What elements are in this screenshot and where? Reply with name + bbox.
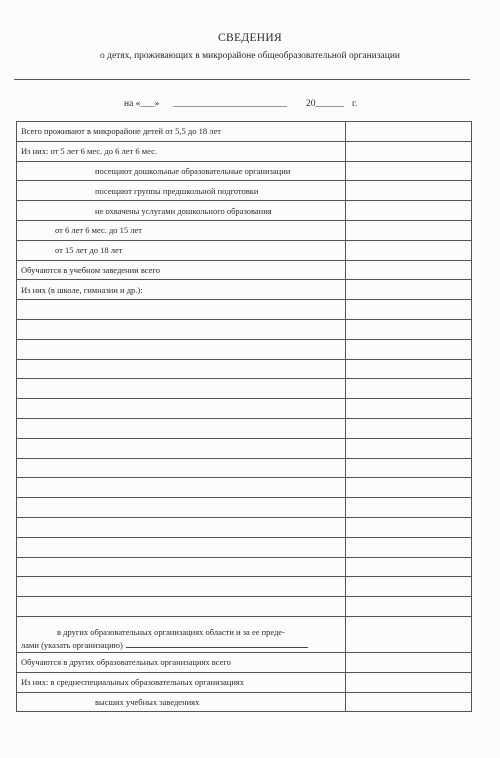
row-value-cell[interactable] bbox=[346, 280, 472, 300]
row-label-line1: в других образовательных организациях области и за ее преде- bbox=[57, 626, 286, 637]
row-value-cell[interactable] bbox=[346, 478, 472, 498]
organization-name-line[interactable] bbox=[14, 79, 470, 80]
row-label bbox=[17, 418, 346, 438]
document-title: СВЕДЕНИЯ bbox=[218, 32, 282, 44]
table-row bbox=[17, 122, 472, 142]
table-row bbox=[17, 438, 472, 458]
row-label bbox=[17, 379, 346, 399]
row-label bbox=[17, 359, 346, 379]
table-row bbox=[17, 399, 472, 419]
table-row bbox=[17, 359, 472, 379]
row-label: не охвачены услугами дошкольного образования bbox=[17, 201, 346, 221]
row-value-cell[interactable] bbox=[346, 517, 472, 537]
row-label bbox=[17, 597, 346, 617]
row-label bbox=[17, 537, 346, 557]
table-row bbox=[17, 478, 472, 498]
row-label bbox=[17, 339, 346, 359]
table-row bbox=[17, 161, 472, 181]
table-row bbox=[17, 319, 472, 339]
row-label-two-line bbox=[17, 616, 346, 652]
row-label bbox=[17, 458, 346, 478]
table-row bbox=[17, 652, 472, 672]
row-label: Из них: от 5 лет 6 мес. до 6 лет 6 мес. bbox=[17, 141, 346, 161]
row-label-line2 bbox=[21, 639, 345, 652]
table-row bbox=[17, 418, 472, 438]
table-row bbox=[17, 672, 472, 692]
row-label bbox=[17, 498, 346, 518]
table-row bbox=[17, 141, 472, 161]
row-value-cell[interactable] bbox=[346, 458, 472, 478]
row-value-cell[interactable] bbox=[346, 399, 472, 419]
date-month-field[interactable]: ________________________ bbox=[173, 99, 287, 109]
row-value-cell[interactable] bbox=[346, 672, 472, 692]
date-suffix: г. bbox=[352, 99, 358, 109]
row-value-cell[interactable] bbox=[346, 181, 472, 201]
row-value-cell[interactable] bbox=[346, 498, 472, 518]
row-label bbox=[17, 319, 346, 339]
table-row bbox=[17, 557, 472, 577]
row-value-cell[interactable] bbox=[346, 260, 472, 280]
row-value-cell[interactable] bbox=[346, 319, 472, 339]
row-value-cell[interactable] bbox=[346, 359, 472, 379]
row-value-cell[interactable] bbox=[346, 161, 472, 181]
row-value-cell[interactable] bbox=[346, 141, 472, 161]
row-label: Обучаются в других образовательных организациях всего bbox=[17, 652, 346, 672]
table-row bbox=[17, 300, 472, 320]
date-day-field[interactable]: на «___» bbox=[124, 99, 160, 109]
document-subtitle: о детях, проживающих в микрорайоне общеобразовательной организации bbox=[100, 51, 400, 61]
row-label: Обучаются в учебном заведении всего bbox=[17, 260, 346, 280]
row-value-cell[interactable] bbox=[346, 240, 472, 260]
row-value-cell[interactable] bbox=[346, 418, 472, 438]
row-value-cell[interactable] bbox=[346, 438, 472, 458]
table-row bbox=[17, 379, 472, 399]
row-value-cell[interactable] bbox=[346, 220, 472, 240]
row-value-cell[interactable] bbox=[346, 616, 472, 652]
organization-fill-line[interactable] bbox=[126, 639, 308, 648]
row-label: от 6 лет 6 мес. до 15 лет bbox=[17, 220, 346, 240]
row-label bbox=[17, 399, 346, 419]
row-value-cell[interactable] bbox=[346, 537, 472, 557]
table-row bbox=[17, 201, 472, 221]
table-row bbox=[17, 498, 472, 518]
table-row bbox=[17, 339, 472, 359]
table-row-other-organizations bbox=[17, 616, 472, 652]
row-label bbox=[17, 300, 346, 320]
row-value-cell[interactable] bbox=[346, 597, 472, 617]
row-label: Всего проживают в микрорайоне детей от 5,5 до 18 лет bbox=[17, 122, 346, 142]
row-label: от 15 лет до 18 лет bbox=[17, 240, 346, 260]
table-row bbox=[17, 240, 472, 260]
children-info-table bbox=[16, 121, 472, 712]
table-row bbox=[17, 220, 472, 240]
table-row bbox=[17, 517, 472, 537]
table-row bbox=[17, 577, 472, 597]
row-value-cell[interactable] bbox=[346, 692, 472, 712]
date-year-field[interactable]: 20______ bbox=[306, 99, 344, 109]
row-label: посещают группы предшкольной подготовки bbox=[17, 181, 346, 201]
row-label bbox=[17, 517, 346, 537]
table-row bbox=[17, 537, 472, 557]
table-row bbox=[17, 597, 472, 617]
table-row bbox=[17, 458, 472, 478]
row-label: высших учебных заведениях bbox=[17, 692, 346, 712]
row-label: Из них (в школе, гимназии и др.): bbox=[17, 280, 346, 300]
table-row bbox=[17, 260, 472, 280]
row-label: посещают дошкольные образовательные организации bbox=[17, 161, 346, 181]
row-label bbox=[17, 577, 346, 597]
table-row bbox=[17, 280, 472, 300]
row-value-cell[interactable] bbox=[346, 652, 472, 672]
table-row bbox=[17, 692, 472, 712]
row-value-cell[interactable] bbox=[346, 300, 472, 320]
row-value-cell[interactable] bbox=[346, 557, 472, 577]
table-row bbox=[17, 181, 472, 201]
row-label bbox=[17, 557, 346, 577]
row-value-cell[interactable] bbox=[346, 379, 472, 399]
row-label-line2-text: лами (указать организацию) bbox=[21, 639, 123, 650]
row-value-cell[interactable] bbox=[346, 577, 472, 597]
row-value-cell[interactable] bbox=[346, 201, 472, 221]
row-label: Из них: в среднеспециальных образовательных организациях bbox=[17, 672, 346, 692]
row-label bbox=[17, 438, 346, 458]
row-value-cell[interactable] bbox=[346, 122, 472, 142]
row-label bbox=[17, 478, 346, 498]
row-value-cell[interactable] bbox=[346, 339, 472, 359]
